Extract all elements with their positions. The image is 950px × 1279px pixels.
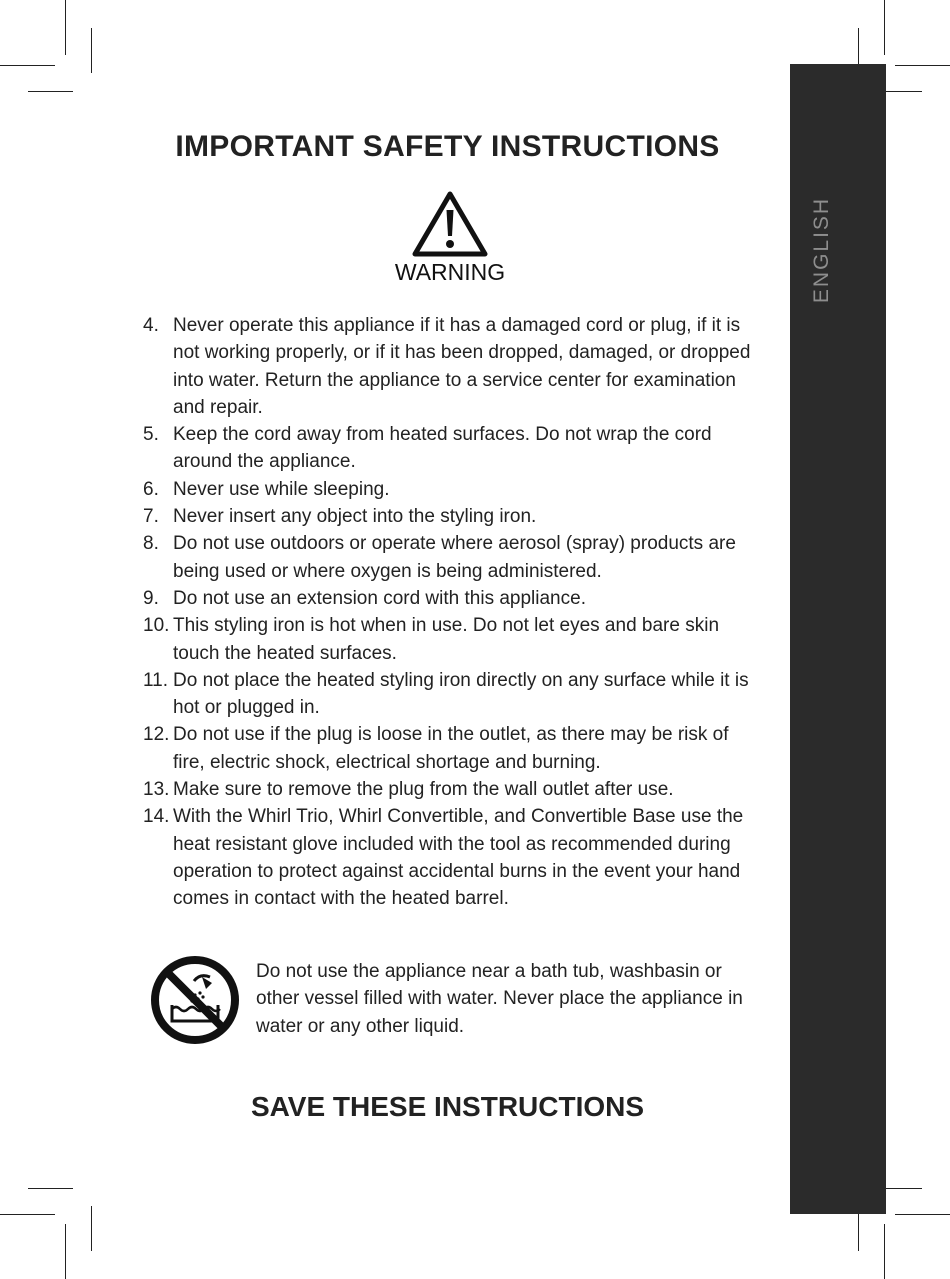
crop-mark <box>895 1214 950 1215</box>
item-text: Make sure to remove the plug from the wall outlet after use. <box>173 779 674 801</box>
item-number: 12. <box>143 724 170 746</box>
item-number: 10. <box>143 615 170 637</box>
crop-mark <box>65 0 66 55</box>
list-item <box>143 503 763 530</box>
item-text: Never use while sleeping. <box>173 478 390 500</box>
language-side-tab <box>790 64 886 1214</box>
crop-mark <box>895 65 950 66</box>
crop-mark <box>884 0 885 55</box>
warning-triangle-icon <box>412 190 488 258</box>
item-text: Keep the cord away from heated surfaces. Do not wrap the cord around the appliance. <box>173 424 712 473</box>
item-text: Do not use if the plug is loose in the outlet, as there may be risk of fire, electric shock, electrical shortage and burning. <box>173 724 729 773</box>
page-title: IMPORTANT SAFETY INSTRUCTIONS <box>175 130 720 163</box>
crop-mark <box>0 1214 55 1215</box>
list-item <box>143 612 763 667</box>
item-number: 11. <box>143 669 169 691</box>
crop-mark <box>65 1224 66 1279</box>
crop-mark <box>0 65 55 66</box>
instruction-list <box>143 312 763 913</box>
save-instructions-heading: SAVE THESE INSTRUCTIONS <box>250 1091 645 1122</box>
item-text: With the Whirl Trio, Whirl Convertible, and Convertible Base use the heat resistant glove included with the tool as recommended during operation to protect against accidental burns in the event your hand comes in contact with the heated barrel. <box>173 806 744 910</box>
item-text: Do not use outdoors or operate where aerosol (spray) products are being used or where oxygen is being administered. <box>173 533 736 582</box>
list-item <box>143 312 763 421</box>
item-number: 14. <box>143 806 170 828</box>
water-warning-text: Do not use the appliance near a bath tub, washbasin or other vessel filled with water. Never place the appliance in water or any other liquid. <box>256 961 743 1037</box>
item-number: 13. <box>143 779 170 801</box>
item-number: 4. <box>143 315 159 336</box>
item-number: 8. <box>143 533 159 555</box>
language-label: ENGLISH <box>810 196 833 304</box>
crop-mark <box>91 28 92 73</box>
list-item <box>143 721 763 776</box>
crop-mark <box>28 91 73 92</box>
list-item <box>143 585 763 612</box>
item-text: Do not use an extension cord with this appliance. <box>173 587 586 609</box>
list-item <box>143 476 763 503</box>
crop-mark <box>91 1206 92 1251</box>
list-item <box>143 667 763 722</box>
crop-mark <box>28 1188 73 1189</box>
list-item <box>143 803 763 912</box>
item-number: 6. <box>143 478 159 500</box>
list-item <box>143 421 763 476</box>
crop-mark <box>884 1224 885 1279</box>
item-text: Do not place the heated styling iron directly on any surface while it is hot or plugged in. <box>173 669 749 719</box>
item-text: Never insert any object into the styling iron. <box>173 506 537 528</box>
item-number: 9. <box>143 587 159 609</box>
warning-label: WARNING <box>394 259 506 285</box>
item-number: 7. <box>143 506 159 528</box>
list-item <box>143 776 763 803</box>
item-text: This styling iron is hot when in use. Do not let eyes and bare skin touch the heated surfaces. <box>173 615 720 664</box>
list-item <box>143 530 763 585</box>
item-number: 5. <box>143 424 159 446</box>
no-water-icon <box>150 955 240 1045</box>
item-text: Never operate this appliance if it has a damaged cord or plug, if it is not working properly, or if it has been dropped, damaged, or dropped into water. Return the appliance to a service center for examination and repair. <box>173 315 751 418</box>
